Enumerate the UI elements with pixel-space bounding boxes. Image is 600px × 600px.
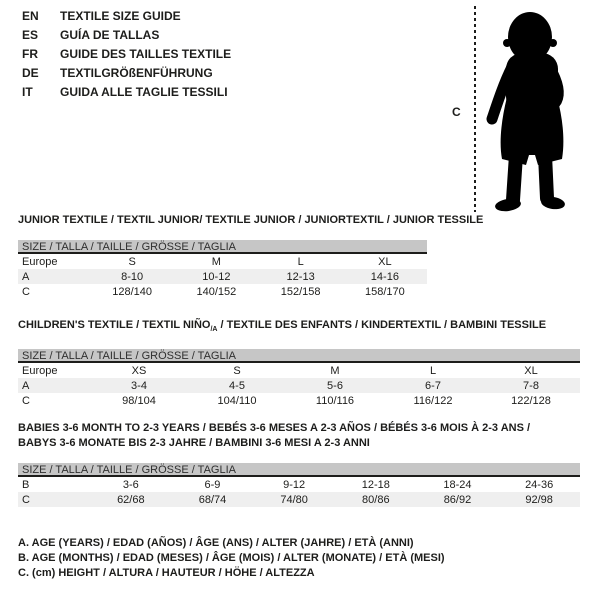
section-junior	[18, 213, 483, 299]
cell-value: XS	[131, 364, 147, 377]
row-label: Europe	[22, 364, 58, 377]
cell-value: 6-9	[204, 478, 221, 491]
table-row	[18, 393, 580, 408]
cell-value: 62/68	[117, 493, 145, 506]
language-code: EN	[22, 9, 39, 23]
language-title: GUIDA ALLE TAGLIE TESSILI	[60, 85, 228, 99]
table-row	[18, 363, 580, 378]
cell-value: M	[211, 255, 221, 268]
cell-value: 3-4	[131, 379, 147, 392]
footnote-line: A. AGE (YEARS) / EDAD (AÑOS) / ÂGE (ANS) / ALTER (JAHRE) / ETÀ (ANNI)	[18, 537, 414, 549]
cell-value: 18-24	[443, 478, 472, 491]
size-table	[18, 254, 427, 299]
size-table	[18, 363, 580, 408]
cell-value: 152/158	[280, 285, 321, 298]
size-header-bar: SIZE / TALLA / TAILLE / GRÖSSE / TAGLIA	[18, 349, 580, 363]
language-code: DE	[22, 66, 39, 80]
cell-value: XL	[378, 255, 392, 268]
cell-value: 140/152	[196, 285, 237, 298]
language-row-fr	[22, 45, 231, 64]
cell-value: 6-7	[425, 379, 441, 392]
language-row-en	[22, 7, 231, 26]
language-title: GUIDE DES TAILLES TEXTILE	[60, 47, 232, 61]
cell-value: 5-6	[327, 379, 343, 392]
cell-value: 92/98	[525, 493, 553, 506]
language-row-es	[22, 26, 231, 45]
language-code: ES	[22, 28, 39, 42]
footnote-line: B. AGE (MONTHS) / EDAD (MESES) / ÂGE (MOIS) / ALTER (MONATE) / ETÀ (MESI)	[18, 552, 445, 564]
cell-value: 9-12	[283, 478, 306, 491]
cell-value: S	[233, 364, 241, 377]
cell-value: 110/116	[315, 394, 355, 407]
cell-value: 68/74	[198, 493, 227, 506]
cell-value: 12-18	[361, 478, 390, 491]
cell-value: S	[128, 255, 136, 268]
language-row-it	[22, 83, 231, 102]
language-title: TEXTILGRÖßENFÜHRUNG	[60, 66, 213, 80]
cell-value: 24-36	[525, 478, 554, 491]
cell-value: 80/86	[362, 493, 390, 506]
size-header-bar: SIZE / TALLA / TAILLE / GRÖSSE / TAGLIA	[18, 240, 427, 254]
row-label: C	[22, 394, 30, 407]
cell-value: 7-8	[523, 379, 539, 392]
row-label: Europe	[22, 255, 58, 268]
cell-value: 3-6	[122, 478, 139, 491]
language-list	[22, 7, 231, 102]
cell-value: 8-10	[121, 270, 144, 283]
height-measure-label: C	[452, 105, 461, 119]
cell-value: 128/140	[112, 285, 152, 298]
cell-value: 104/110	[217, 394, 257, 407]
language-code: IT	[22, 85, 33, 99]
size-table	[18, 477, 580, 507]
table-row	[18, 269, 427, 284]
cell-value: 14-16	[370, 270, 399, 283]
footnote-line: C. (cm) HEIGHT / ALTURA / HAUTEUR / HÖHE / ALTEZZA	[18, 567, 315, 579]
cell-value: 10-12	[202, 270, 231, 283]
row-label: A	[22, 379, 30, 392]
section-children	[18, 318, 580, 408]
language-title: TEXTILE SIZE GUIDE	[60, 9, 181, 23]
cell-value: 4-5	[229, 379, 245, 392]
table-row	[18, 492, 580, 507]
cell-value: 98/104	[122, 394, 156, 407]
language-title: GUÍA DE TALLAS	[60, 28, 160, 42]
cell-value: L	[297, 255, 304, 268]
row-label: C	[22, 493, 30, 506]
section-title: BABIES 3-6 MONTH TO 2-3 YEARS / BEBÉS 3-6 MESES A 2-3 AÑOS / BÉBÉS 3-6 MOIS À 2-3 ANS / BABYS 3-6 MONATE BIS 2-3 JAHRE / BAMBINI 3-6 MESI A 2-3 ANNI	[18, 422, 531, 449]
row-label: B	[22, 478, 30, 491]
row-label: C	[22, 285, 30, 298]
baby-silhouette-icon	[482, 5, 582, 213]
size-header-bar: SIZE / TALLA / TAILLE / GRÖSSE / TAGLIA	[18, 463, 580, 477]
cell-value: M	[330, 364, 340, 377]
table-row	[18, 378, 580, 393]
table-row	[18, 477, 580, 492]
cell-value: 74/80	[280, 493, 308, 506]
height-dotted-line	[474, 6, 476, 212]
section-title: JUNIOR TEXTILE / TEXTIL JUNIOR/ TEXTILE JUNIOR / JUNIORTEXTIL / JUNIOR TESSILE	[18, 214, 484, 226]
section-babies	[18, 421, 580, 507]
language-row-de	[22, 64, 231, 83]
section-title: CHILDREN'S TEXTILE / TEXTIL $NIÑO_{/A}$ / TEXTILE DES ENFANTS / KINDERTEXTIL / BAMBINI TESSILE	[18, 319, 547, 334]
cell-value: 86/92	[443, 493, 472, 506]
table-row	[18, 254, 427, 269]
cell-value: XL	[524, 364, 538, 377]
cell-value: L	[429, 364, 437, 377]
row-label: A	[22, 270, 30, 283]
language-code: FR	[22, 47, 38, 61]
footnotes	[18, 536, 445, 581]
cell-value: 12-13	[286, 270, 315, 283]
table-row	[18, 284, 427, 299]
cell-value: 158/170	[364, 285, 405, 298]
cell-value: 116/122	[413, 394, 453, 407]
cell-value: 122/128	[511, 394, 551, 407]
